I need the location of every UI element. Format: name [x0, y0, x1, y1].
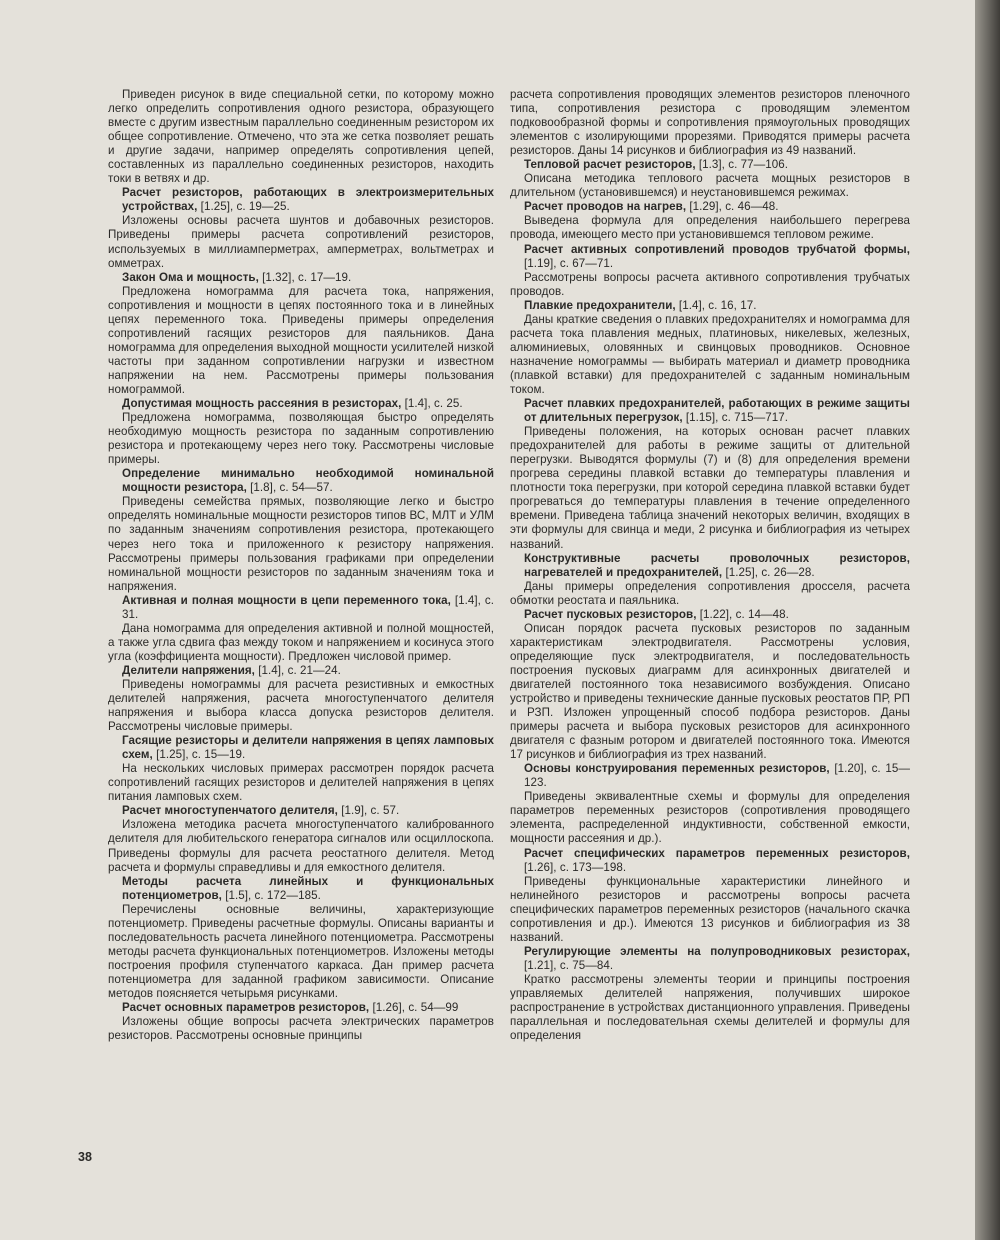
- entry-title: Конструктивные расчеты проволочных резисторов, нагревателей и предохранителей,: [524, 551, 910, 579]
- entry-citation: [1.26], с. 54—99: [369, 1001, 459, 1015]
- entry-title: Гасящие резисторы и делители напряжения в цепях ламповых схем,: [122, 734, 494, 762]
- entry-description: Приведены функциональные характеристики линейного и нелинейного резисторов и рассмотрены вопросы расчета специфических параметров переменных резисторов (начального скачка сопротивления и др.). Имеются 13 рисунков и библиография из 38 названий.: [510, 874, 910, 944]
- entry-description: Приведены номограммы для расчета резистивных и емкостных делителей напряжения, расчета многоступенчатого делителя напряжения и выбора класса допуска резисторов делителя. Рассмотрены числовые примеры.: [108, 677, 494, 734]
- entry-citation: [1.3], с. 77—106.: [695, 158, 789, 172]
- entry-description: Предложена номограмма для расчета тока, напряжения, сопротивления и мощности в цепях постоянного тока и в линейных цепях переменного тока. Приведены примеры определения сопротивлений гасящих резисторов для паяльников. Дана номограмма для определения выходной мощности усилителей низкой частоты при заданном сопротивлении нагрузки и известном напряжении на нем. Рассмотрены примеры пользования номограммой.: [108, 284, 494, 396]
- entry-description: расчета сопротивления проводящих элементов резисторов пленочного типа, сопротивления резистора с проводящим элементом подковообразной формы и сопротивления прямоугольных проводящих элементов с изолирующими прорезями. Приводятся примеры расчета резисторов. Даны 14 рисунков и библиография из 49 названий.: [510, 88, 910, 158]
- entry-citation: [1.4], с. 21—24.: [254, 663, 341, 677]
- entry-title: Закон Ома и мощность,: [122, 270, 259, 284]
- entry-title: Активная и полная мощности в цепи переменного тока,: [122, 593, 451, 607]
- bibliography-entry: [108, 804, 494, 874]
- entry-heading: [510, 762, 910, 790]
- bibliography-entry: [510, 945, 910, 1043]
- left-column: [108, 88, 494, 1043]
- entry-citation: [1.25], с. 19—25.: [197, 200, 290, 214]
- entry-citation: [1.25], с. 15—19.: [152, 748, 246, 762]
- bibliography-entry: [108, 875, 494, 1001]
- entry-citation: [1.26], с. 173—198.: [524, 860, 627, 874]
- entry-title: Расчет резисторов, работающих в электроизмерительных устройствах,: [122, 186, 494, 214]
- entry-heading: [108, 186, 494, 214]
- entry-description: Рассмотрены вопросы расчета активного сопротивления трубчатых проводов.: [510, 270, 910, 298]
- entry-title: Расчет проводов на нагрев,: [524, 200, 687, 214]
- entry-description: Приведен рисунок в виде специальной сетки, по которому можно легко определить сопротивления одного резистора, образующего вместе с другим известным параллельно соединенным резистором их общее сопротивление. Отмечено, что эта же сетка позволяет решать и другие задачи, например определять сопротивления цепей, составленных из параллельно соединенных резисторов, находить токи в ветвях и др.: [108, 88, 494, 186]
- entry-description: Приведены эквивалентные схемы и формулы для определения параметров переменных резисторов (сопротивления проводящего элемента, распределенной индуктивности, собственной емкости, мощности рассеяния и др.).: [510, 790, 910, 846]
- entry-heading: [510, 243, 910, 271]
- bibliography-entry: [510, 397, 910, 552]
- entry-description: Кратко рассмотрены элементы теории и принципы построения управляемых делителей напряжения, получивших широкое распространение в устройствах дистанционного управления. Приведены параллельная и последовательная схемы делителей и формулы для определения: [510, 972, 910, 1043]
- entry-heading: [108, 271, 494, 285]
- bibliography-entry: [510, 608, 910, 763]
- entry-description: Описан порядок расчета пусковых резисторов по заданным характеристикам электродвигателя. Рассмотрены условия, определяющие пуск электродвигателя, и последовательность построения пусковых диаграмм для асинхронных двигателей и двигателей постоянного тока независимого возбуждения. Описано устройство и приведены технические данные пусковых реостатов ПР, РП и РЗП. Изложен упрощенный способ подбора резисторов. Даны примеры расчета и выбора пусковых резисторов для асинхронного двигателя с фазным ротором и двигателей постоянного тока. Имеются 17 рисунков и библиография из трех названий.: [510, 621, 910, 762]
- entry-title: Расчет пусковых резисторов,: [524, 607, 697, 621]
- entry-title: Регулирующие элементы на полупроводниковых резисторах,: [524, 944, 910, 958]
- entry-description: Описана методика теплового расчета мощных резисторов в длительном (установившемся) и неустановившемся режимах.: [510, 172, 910, 200]
- entry-description: Дана номограмма для определения активной и полной мощностей, а также угла сдвига фаз между током и напряжением и косинуса этого угла (коэффициента мощности). Предложен числовой пример.: [108, 621, 494, 663]
- entry-heading: [510, 847, 910, 875]
- bibliography-entry: [510, 762, 910, 846]
- entry-citation: [1.4], с. 25.: [401, 397, 463, 411]
- entry-citation: [1.20], с. 15—123.: [524, 762, 910, 790]
- entry-description: Изложена методика расчета многоступенчатого калиброванного делителя для любительского генератора сигналов или осциллоскопа. Приведены формулы для расчета реостатного делителя. Метод расчета и формулы справедливы и для емкостного делителя.: [108, 818, 494, 874]
- bibliography-entry: [108, 594, 494, 664]
- entry-heading: [510, 945, 910, 973]
- entry-citation: [1.4], с. 16, 17.: [675, 298, 757, 312]
- entry-heading: [108, 1001, 494, 1015]
- entry-description: На нескольких числовых примерах рассмотрен порядок расчета сопротивлений гасящих резисторов и делителей напряжения в цепях питания ламповых схем.: [108, 762, 494, 804]
- bibliography-entry: [108, 1001, 494, 1043]
- entry-title: Основы конструирования переменных резисторов,: [524, 762, 830, 776]
- entry-title: Определение минимально необходимой номинальной мощности резистора,: [122, 467, 494, 495]
- bibliography-entry: [510, 552, 910, 608]
- entry-title: Тепловой расчет резисторов,: [524, 158, 696, 172]
- entry-title: Расчет специфических параметров переменных резисторов,: [524, 846, 910, 860]
- bibliography-entry: [510, 243, 910, 299]
- entry-citation: [1.32], с. 17—19.: [258, 270, 352, 284]
- entry-citation: [1.22], с. 14—48.: [696, 607, 789, 621]
- entry-heading: [108, 734, 494, 762]
- entry-title: Методы расчета линейных и функциональных потенциометров,: [122, 874, 494, 902]
- page-edge-shadow: [975, 0, 1000, 1240]
- entry-heading: [510, 200, 910, 214]
- bibliography-entry: [108, 271, 494, 397]
- entry-heading: [510, 552, 910, 580]
- entry-title: Расчет многоступенчатого делителя,: [122, 804, 338, 818]
- bibliography-entry: [510, 88, 910, 158]
- entry-citation: [1.21], с. 75—84.: [524, 958, 614, 972]
- entry-citation: [1.25], с. 26—28.: [722, 565, 815, 579]
- right-column: [510, 88, 910, 1043]
- bibliography-entry: [108, 664, 494, 734]
- bibliography-entry: [510, 299, 910, 397]
- entry-heading: [108, 467, 494, 495]
- entry-citation: [1.5], с. 172—185.: [221, 888, 321, 902]
- page-number: 38: [78, 1150, 92, 1164]
- entry-heading: [108, 664, 494, 678]
- entry-description: Выведена формула для определения наибольшего перегрева провода, имеющего место при установившемся тепловом режиме.: [510, 214, 910, 242]
- entry-citation: [1.15], с. 715—717.: [682, 411, 789, 425]
- entry-description: Даны примеры определения сопротивления дросселя, расчета обмотки реостата и паяльника.: [510, 579, 910, 607]
- entry-description: Приведены положения, на которых основан расчет плавких предохранителей для работы в режиме защиты от длительной перегрузки. Выводятся формулы (7) и (8) для определения времени прогрева середины плавкой вставки до температуры плавления и плотности тока перегрузки, при которой середина плавкой вставки будет прогреваться до температуры плавления в течение определенного времени. Приведена таблица значений некоторых величин, входящих в эти формулы для свинца и меди, 2 рисунка и библиография из четырех названий.: [510, 425, 910, 551]
- entry-description: Изложены общие вопросы расчета электрических параметров резисторов. Рассмотрены основные принципы: [108, 1015, 494, 1043]
- bibliography-entry: [108, 88, 494, 186]
- entry-citation: [1.29], с. 46—48.: [686, 200, 779, 214]
- entry-heading: [510, 608, 910, 622]
- entry-citation: [1.9], с. 57.: [337, 804, 400, 818]
- entry-citation: [1.19], с. 67—71.: [524, 256, 614, 270]
- entry-description: Перечислены основные величины, характеризующие потенциометр. Приведены расчетные формулы. Описаны варианты и последовательность расчета линейного потенциометра. Рассмотрены методы расчета функциональных потенциометров. Изложены методы построения профиля ступенчатого каркаса. Дан пример расчета потенциометра для заданной графиком зависимости. Описание методов поясняется четырьмя рисунками.: [108, 902, 494, 1000]
- entry-citation: [1.8], с. 54—57.: [246, 481, 333, 495]
- bibliography-entry: [510, 200, 910, 242]
- entry-heading: [108, 804, 494, 818]
- entry-heading: [510, 397, 910, 425]
- entry-title: Плавкие предохранители,: [524, 298, 676, 312]
- entry-description: Приведены семейства прямых, позволяющие легко и быстро определять номинальные мощности резисторов типов ВС, МЛТ и УЛМ по заданным значениям сопротивления резистора, протекающего через него тока и приложенного к резистору напряжения. Рассмотрены примеры пользования графиками при определении номинальной мощности резисторов по заданным значениям тока и напряжения.: [108, 495, 494, 593]
- entry-heading: [510, 299, 910, 313]
- entry-description: Предложена номограмма, позволяющая быстро определять необходимую мощность резистора по заданным сопротивлению резистора и протекающему через него току. Рассмотрены числовые примеры.: [108, 411, 494, 467]
- entry-title: Расчет активных сопротивлений проводов трубчатой формы,: [524, 242, 910, 256]
- entry-title: Расчет плавких предохранителей, работающих в режиме защиты от длительных перегрузок,: [524, 397, 910, 425]
- entry-heading: [108, 875, 494, 903]
- bibliography-entry: [108, 186, 494, 270]
- entry-title: Расчет основных параметров резисторов,: [122, 1001, 370, 1015]
- entry-title: Делители напряжения,: [122, 663, 255, 677]
- bibliography-entry: [108, 397, 494, 467]
- bibliography-entry: [108, 467, 494, 593]
- bibliography-entry: [108, 734, 494, 804]
- bibliography-entry: [510, 158, 910, 200]
- entry-description: Изложены основы расчета шунтов и добавочных резисторов. Приведены примеры расчета сопротивлений резисторов, используемых в миллиамперметрах, амперметрах, вольтметрах и омметрах.: [108, 214, 494, 270]
- entry-citation: [1.4], с. 31.: [122, 593, 494, 621]
- entry-heading: [510, 158, 910, 172]
- bibliography-entry: [510, 847, 910, 945]
- entry-heading: [108, 397, 494, 411]
- entry-heading: [108, 594, 494, 622]
- entry-description: Даны краткие сведения о плавких предохранителях и номограмма для расчета тока плавления медных, платиновых, никелевых, железных, алюминиевых, оловянных и свинцовых проводников. Основное назначение номограммы — выбирать материал и диаметр проводника (плавкой вставки) для предохранителей с заданным номинальным током.: [510, 312, 910, 396]
- entry-title: Допустимая мощность рассеяния в резисторах,: [122, 397, 402, 411]
